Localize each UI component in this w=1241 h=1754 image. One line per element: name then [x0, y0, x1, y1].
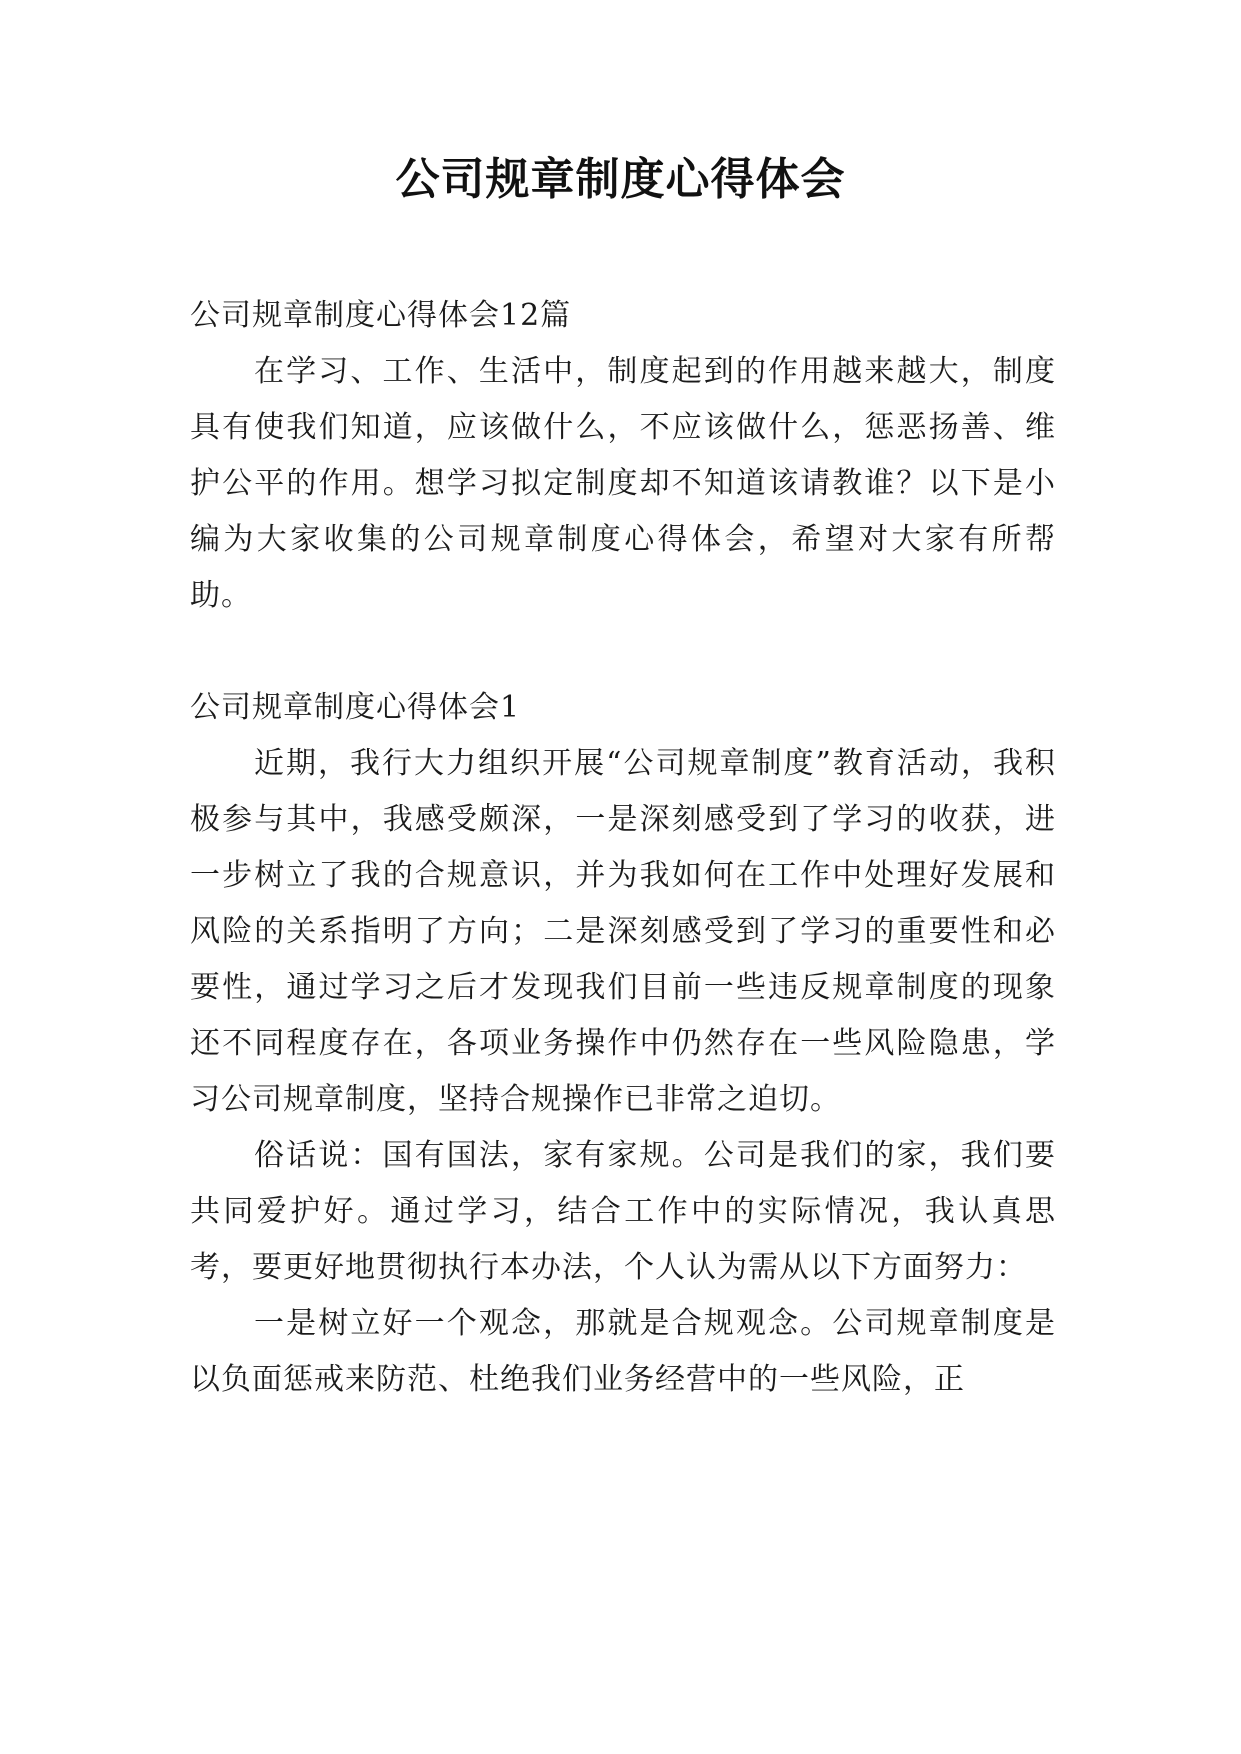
- body-paragraph: 一是树立好一个观念，那就是合规观念。公司规章制度是以负面惩戒来防范、杜绝我们业务经营中的一些风险，正: [190, 1306, 1056, 1397]
- body-paragraph: 俗话说：国有国法，家有家规。公司是我们的家，我们要共同爱护好。通过学习，结合工作中的实际情况，我认真思考，要更好地贯彻执行本办法，个人认为需从以下方面努力：: [190, 1138, 1056, 1285]
- intro-paragraph: 在学习、工作、生活中，制度起到的作用越来越大，制度具有使我们知道，应该做什么，不应该做什么，惩恶扬善、维护公平的作用。想学习拟定制度却不知道该请教谁？以下是小编为大家收集的公司规章制度心得体会，希望对大家有所帮助。: [190, 354, 1056, 613]
- body-paragraph: 近期，我行大力组织开展“公司规章制度”教育活动，我积极参与其中，我感受颇深，一是深刻感受到了学习的收获，进一步树立了我的合规意识，并为我如何在工作中处理好发展和风险的关系指明了方向；二是深刻感受到了学习的重要性和必要性，通过学习之后才发现我们目前一些违反规章制度的现象还不同程度存在，各项业务操作中仍然存在一些风险隐患，学习公司规章制度，坚持合规操作已非常之迫切。: [190, 746, 1056, 1117]
- section-heading-1: 公司规章制度心得体会1: [190, 690, 521, 725]
- document-body: [190, 288, 1056, 1408]
- page-title: 公司规章制度心得体会: [395, 154, 846, 205]
- section-spacer: [190, 624, 1056, 680]
- intro-heading: 公司规章制度心得体会12篇: [190, 298, 572, 333]
